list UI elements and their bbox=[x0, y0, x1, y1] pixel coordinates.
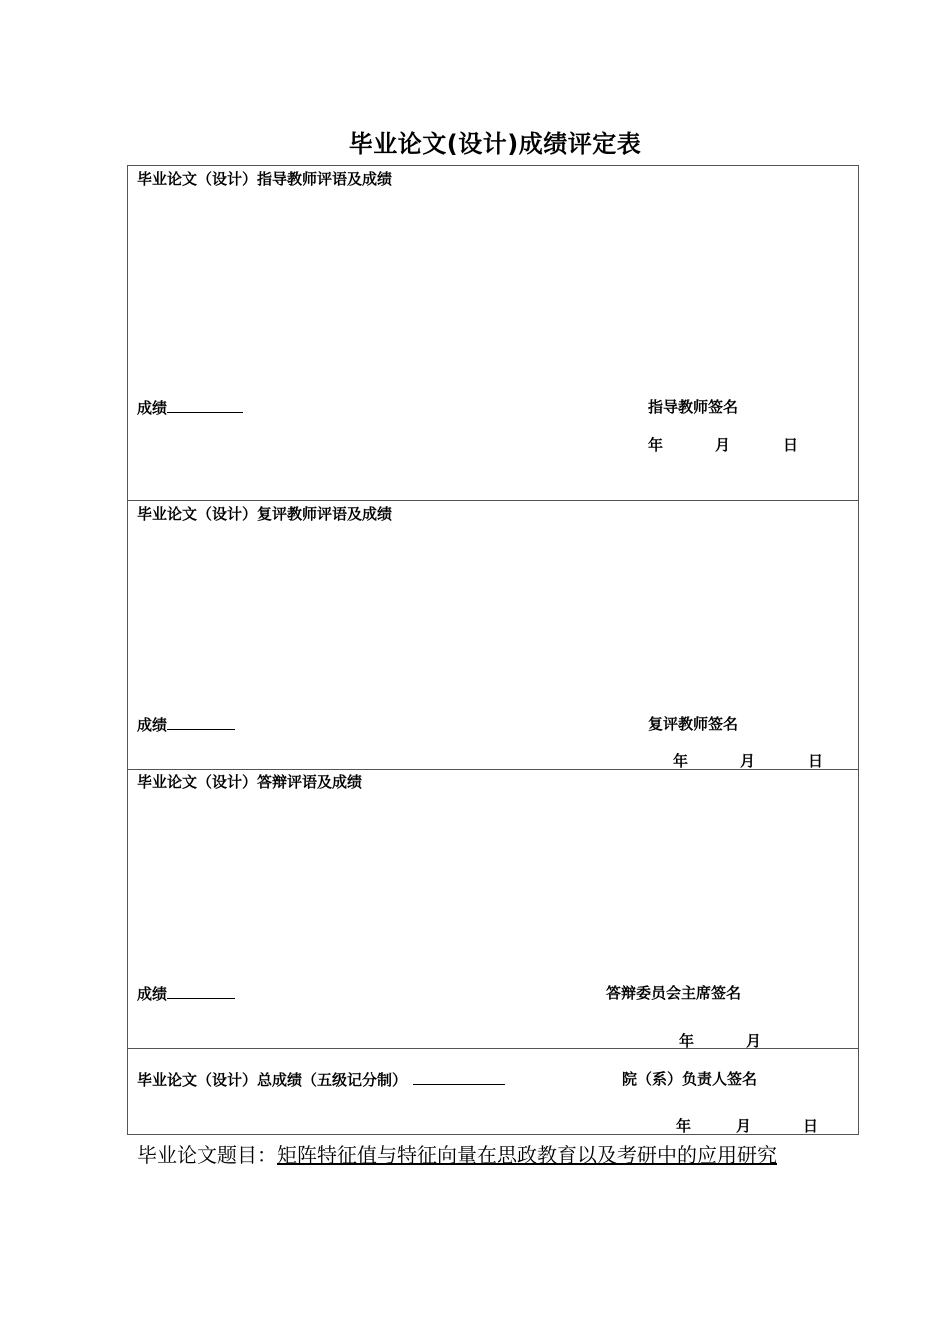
reviewer-date-month: 月 bbox=[740, 752, 756, 770]
reviewer-heading: 毕业论文（设计）复评教师评语及成绩 bbox=[137, 505, 393, 523]
advisor-grade-label: 成绩 bbox=[137, 399, 168, 417]
reviewer-section bbox=[128, 501, 858, 770]
defense-signature-label: 答辩委员会主席签名 bbox=[606, 984, 742, 1002]
defense-section bbox=[128, 770, 858, 1049]
defense-date-month: 月 bbox=[746, 1032, 762, 1050]
topic-label: 毕业论文题目： bbox=[137, 1143, 277, 1167]
advisor-signature-label: 指导教师签名 bbox=[648, 398, 739, 416]
defense-heading: 毕业论文（设计）答辩评语及成绩 bbox=[137, 773, 363, 791]
advisor-date-year: 年 bbox=[648, 436, 664, 454]
reviewer-grade-blank[interactable] bbox=[167, 715, 235, 730]
reviewer-signature-label: 复评教师签名 bbox=[648, 715, 739, 733]
reviewer-date-day: 日 bbox=[808, 752, 824, 770]
advisor-date-day: 日 bbox=[783, 436, 799, 454]
defense-date-year: 年 bbox=[679, 1032, 695, 1050]
total-date-year: 年 bbox=[676, 1117, 692, 1135]
defense-grade-blank[interactable] bbox=[167, 984, 235, 999]
total-section bbox=[128, 1049, 858, 1136]
total-date-month: 月 bbox=[736, 1117, 752, 1135]
total-grade bbox=[137, 1070, 505, 1089]
topic-value: 矩阵特征值与特征向量在思政教育以及考研中的应用研究 bbox=[277, 1143, 777, 1167]
advisor-heading: 毕业论文（设计）指导教师评语及成绩 bbox=[137, 170, 393, 188]
advisor-grade bbox=[137, 398, 243, 417]
advisor-date-month: 月 bbox=[715, 436, 731, 454]
reviewer-grade bbox=[137, 715, 235, 734]
dean-signature-label: 院（系）负责人签名 bbox=[622, 1070, 758, 1088]
total-date-day: 日 bbox=[803, 1117, 819, 1135]
defense-grade bbox=[137, 984, 235, 1003]
defense-grade-label: 成绩 bbox=[137, 985, 168, 1003]
advisor-section bbox=[128, 166, 858, 501]
grade-form-table bbox=[127, 165, 859, 1135]
reviewer-grade-label: 成绩 bbox=[137, 716, 168, 734]
reviewer-date-year: 年 bbox=[673, 752, 689, 770]
form-title: 毕业论文(设计)成绩评定表 bbox=[348, 130, 642, 158]
advisor-grade-blank[interactable] bbox=[167, 398, 243, 413]
thesis-topic bbox=[137, 1140, 852, 1171]
total-heading: 毕业论文（设计）总成绩（五级记分制） bbox=[137, 1071, 408, 1089]
total-grade-blank[interactable] bbox=[413, 1070, 505, 1085]
